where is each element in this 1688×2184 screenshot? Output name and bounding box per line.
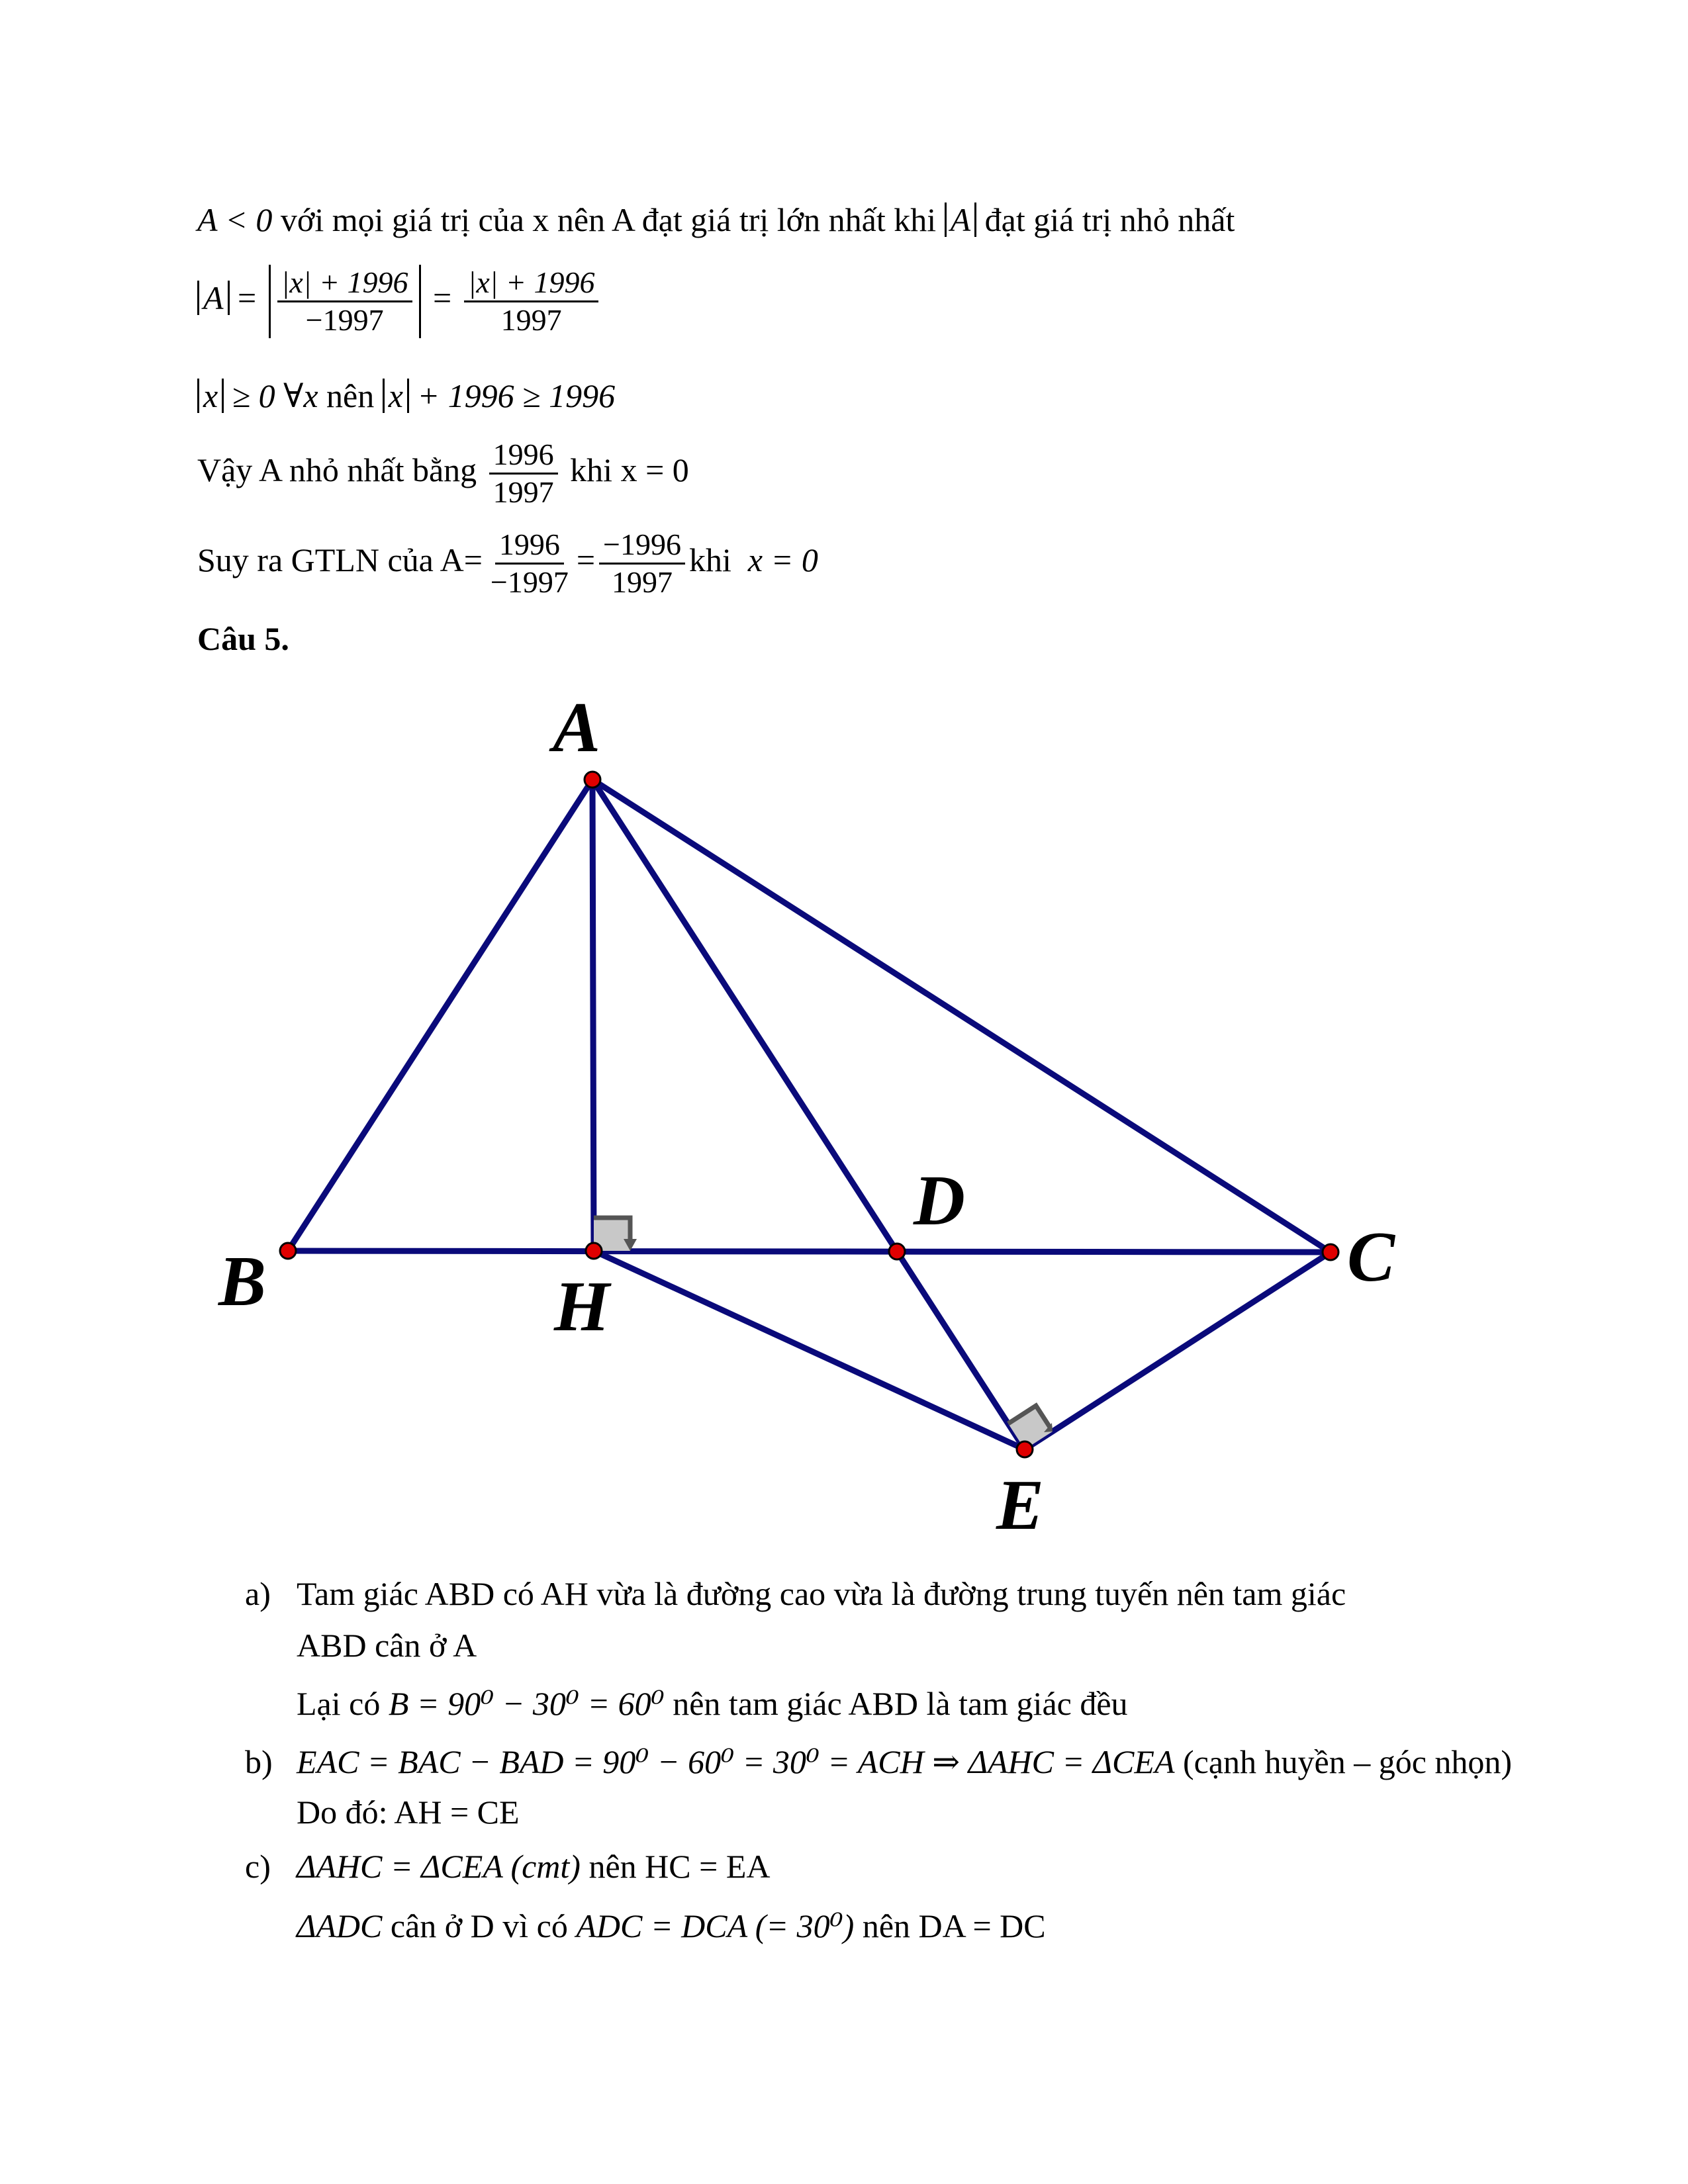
text-line-4	[197, 437, 689, 510]
equation-abs-a	[197, 265, 602, 338]
line4-text-a: Vậy A nhỏ nhất bằng	[197, 451, 477, 488]
label-b: B	[218, 1242, 267, 1321]
answer-a-tag: a)	[245, 1575, 271, 1612]
answer-a-text-3: Lại có	[297, 1685, 389, 1722]
fraction-gtln-1-numerator: 1996	[495, 527, 564, 565]
fraction-1-denominator: −1997	[305, 303, 384, 337]
answer-b-text-2: Do đó: AH = CE	[297, 1794, 520, 1831]
line4-text-b: khi x = 0	[570, 451, 689, 488]
answer-a-tail: nên tam giác ABD là tam giác đều	[673, 1685, 1128, 1722]
geometry-figure	[0, 682, 1688, 1555]
fraction-gtln-2-denominator: 1997	[612, 565, 673, 599]
label-h: H	[554, 1267, 610, 1346]
point-a	[585, 772, 600, 788]
point-c	[1323, 1244, 1338, 1260]
fraction-1-numerator: |x| + 1996	[277, 265, 412, 302]
fraction-gtln-2	[599, 527, 685, 600]
line5-text-b: khi	[689, 541, 731, 578]
abs-a-lhs: A	[197, 281, 230, 315]
answer-c-tail: nên HC = EA	[580, 1848, 771, 1885]
answer-c-line-2	[297, 1906, 1046, 1946]
fraction-min-numerator: 1996	[489, 437, 558, 475]
segment-ab	[288, 780, 592, 1251]
point-h	[586, 1243, 602, 1259]
fraction-2-denominator: 1997	[500, 303, 562, 337]
answer-a-math: B = 90⁰ − 30⁰ = 60⁰	[388, 1685, 665, 1722]
answer-b-tail: (cạnh huyền – góc nhọn)	[1174, 1743, 1513, 1780]
abs-x-1: x	[197, 379, 224, 413]
answer-b-math: EAC = BAC − BAD = 90⁰ − 60⁰ = 30⁰ = ACH ⇒ ΔAHC = ΔCEA	[297, 1743, 1175, 1780]
answer-a-line-3	[297, 1684, 1128, 1723]
label-d: D	[914, 1161, 965, 1240]
answer-a-line-1	[245, 1574, 1346, 1614]
label-a: A	[553, 688, 601, 767]
segment-ec	[1025, 1252, 1331, 1449]
answer-c-tail-2: nên DA = DC	[854, 1907, 1046, 1944]
equals-1: =	[238, 279, 257, 316]
answer-a-text-1: Tam giác ABD có AH vừa là đường cao vừa là đường trung tuyến nên tam giác	[297, 1575, 1346, 1612]
text-line-5	[197, 527, 818, 600]
answer-a-text-2: ABD cân ở A	[297, 1627, 477, 1664]
fraction-gtln-1-denominator: −1997	[490, 565, 569, 599]
abs-a: A	[945, 203, 977, 237]
answer-c-text-2: cân ở D vì có	[382, 1907, 577, 1944]
segment-bc	[288, 1251, 1331, 1252]
abs-x-2: x	[383, 379, 409, 413]
figure-segments	[288, 780, 1331, 1449]
point-d	[889, 1244, 905, 1259]
fraction-1	[277, 265, 412, 338]
fraction-gtln-2-numerator: −1996	[599, 527, 685, 565]
line3-part4: + 1996 ≥ 1996	[408, 377, 616, 414]
label-c: C	[1347, 1218, 1395, 1297]
fraction-min-denominator: 1997	[492, 475, 554, 509]
answer-b-tag: b)	[245, 1743, 273, 1780]
segment-ah	[592, 780, 594, 1251]
line3-text: nên	[318, 377, 383, 414]
label-e: E	[996, 1466, 1045, 1545]
point-b	[280, 1243, 296, 1259]
line5-cond: x = 0	[747, 541, 818, 578]
point-e	[1017, 1441, 1033, 1457]
answer-c-math: ΔAHC = ΔCEA (cmt)	[297, 1848, 581, 1885]
fraction-min	[489, 437, 558, 510]
text-line-1	[197, 200, 1235, 240]
answer-c-tag: c)	[245, 1848, 271, 1885]
abs-fraction	[269, 265, 421, 338]
line5-eq-1: =	[463, 541, 483, 578]
line1-text-a: với mọi giá trị của x nên A đạt giá trị lớn nhất khi	[272, 201, 945, 238]
fraction-2	[464, 265, 599, 338]
equals-2: =	[433, 279, 452, 316]
text-line-3	[197, 376, 615, 416]
fraction-gtln-1	[487, 527, 573, 600]
math-a-lt-0: A < 0	[197, 201, 273, 238]
answer-b-line-1	[245, 1742, 1512, 1782]
answer-c-line-1	[245, 1846, 770, 1886]
fraction-2-numerator: |x| + 1996	[464, 265, 599, 302]
line3-part2: ≥ 0 ∀x	[224, 377, 318, 414]
answer-c-math-2: ΔADC	[297, 1907, 383, 1944]
answer-c-math-3: ADC = DCA (= 30⁰)	[576, 1907, 855, 1944]
question-heading: Câu 5.	[197, 620, 289, 657]
line5-text-a: Suy ra GTLN của A	[197, 541, 464, 578]
line5-eq-2: =	[576, 541, 596, 578]
line1-text-b: đạt giá trị nhỏ nhất	[976, 201, 1235, 238]
